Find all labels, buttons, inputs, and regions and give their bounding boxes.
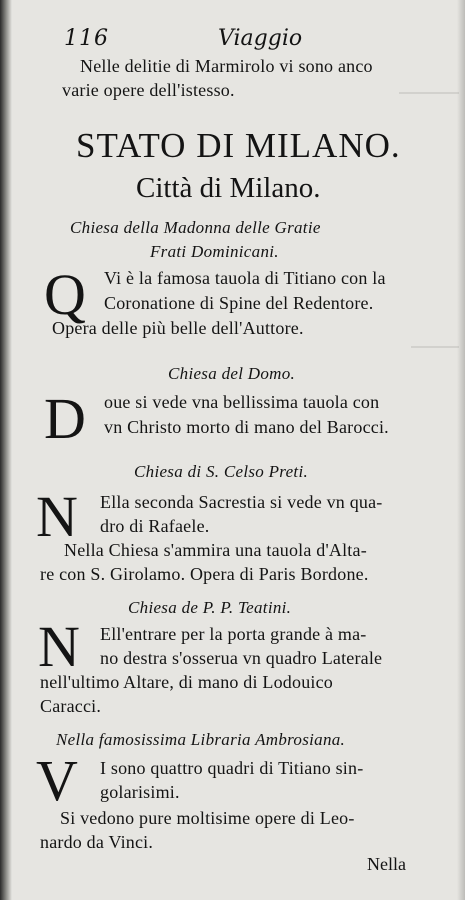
bleed-through-mark xyxy=(399,92,459,94)
text-line: I sono quattro quadri di Titiano sin- xyxy=(100,758,364,778)
page-gutter-shadow xyxy=(0,0,12,900)
catchword: Nella xyxy=(367,854,406,874)
drop-cap: N xyxy=(38,614,80,679)
text-line: re con S. Girolamo. Opera di Paris Bordone. xyxy=(40,564,369,584)
text-line: nell'ultimo Altare, di mano di Lodouico xyxy=(40,672,333,692)
text-line: golarisimi. xyxy=(100,782,180,802)
text-line: Ell'entrare per la porta grande à ma- xyxy=(100,624,367,644)
section-heading: Chiesa della Madonna delle Gratie xyxy=(70,218,321,237)
page-subtitle: Città di Milano. xyxy=(136,172,321,204)
section-heading: Nella famosissima Libraria Ambrosiana. xyxy=(56,730,346,749)
text-line: no destra s'osserua vn quadro Laterale xyxy=(100,648,383,668)
text-line: oue si vede vna bellissima tauola con xyxy=(104,392,380,412)
page-header xyxy=(64,26,404,52)
intro-line: Nelle delitie di Marmirolo vi sono anco xyxy=(80,56,373,76)
bleed-through-mark xyxy=(411,346,459,348)
drop-cap: N xyxy=(36,484,78,549)
section-heading: Chiesa del Domo. xyxy=(168,364,296,383)
drop-cap: D xyxy=(44,386,86,451)
text-line: Coronatione di Spine del Redentore. xyxy=(104,293,374,313)
text-line: Opera delle più belle dell'Auttore. xyxy=(52,318,304,338)
text-line: Nella Chiesa s'ammira una tauola d'Alta- xyxy=(64,540,367,560)
running-head: Viaggio xyxy=(218,26,303,51)
text-line: nardo da Vinci. xyxy=(40,832,154,852)
text-line: Ella seconda Sacrestia si vede vn qua- xyxy=(100,492,383,512)
section-heading: Frati Dominicani. xyxy=(150,242,279,261)
text-line: dro di Rafaele. xyxy=(100,516,210,536)
drop-cap: V xyxy=(36,748,78,813)
drop-cap: Q xyxy=(44,262,86,327)
text-line: vn Christo morto di mano del Barocci. xyxy=(104,417,389,437)
section-heading: Chiesa di S. Celso Preti. xyxy=(134,462,309,481)
page-number: 116 xyxy=(64,26,109,51)
text-line: Caracci. xyxy=(40,696,102,716)
text-line: Vi è la famosa tauola di Titiano con la xyxy=(104,268,386,288)
text-line: Si vedono pure moltisime opere di Leo- xyxy=(60,808,355,828)
page-right-edge xyxy=(457,0,465,900)
page-title: STATO DI MILANO. xyxy=(76,126,401,165)
section-heading: Chiesa de P. P. Teatini. xyxy=(128,598,292,617)
intro-line: varie opere dell'istesso. xyxy=(62,80,235,100)
